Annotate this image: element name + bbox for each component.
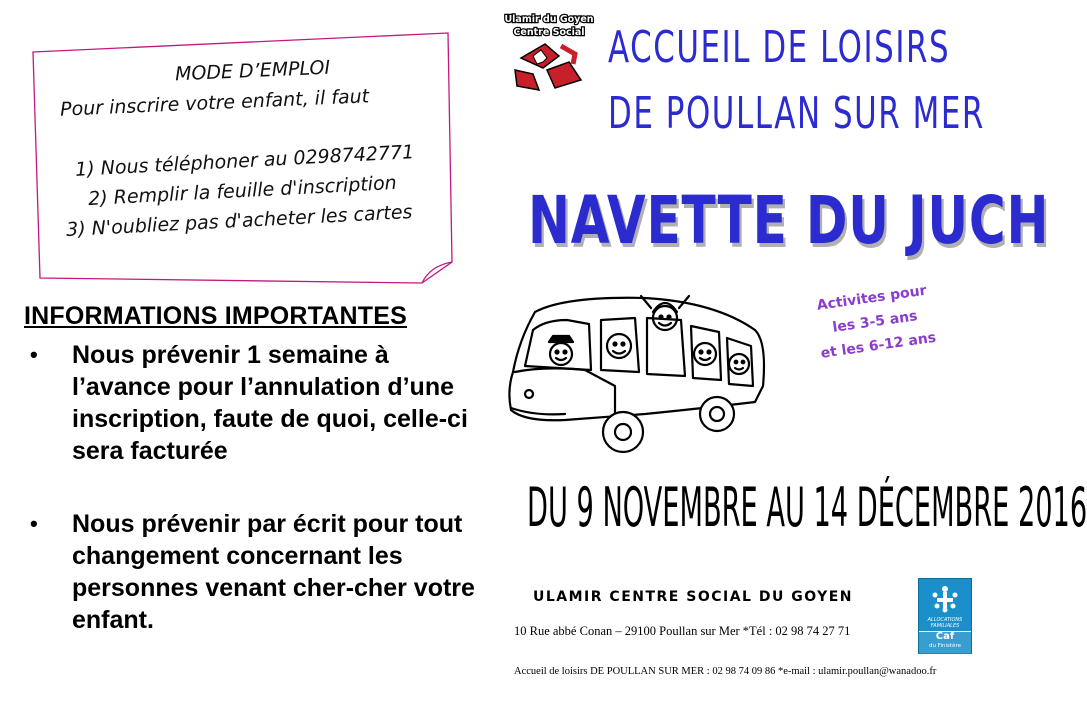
- caf-logo: [918, 578, 972, 654]
- info-bullet-text: Nous prévenir par écrit pour tout changement concernant les personnes venant cher-cher votre enfant.: [72, 510, 475, 634]
- dates-banner: DU 9 NOVEMBRE AU 14 DÉCEMBRE 2016: [527, 476, 1087, 539]
- address-line: 10 Rue abbé Conan – 29100 Poullan sur Mer *Tél : 02 98 74 27 71: [514, 624, 851, 638]
- title-navette-du-juch: NAVETTE DU JUCH: [528, 182, 1050, 259]
- caf-dept: du Finistère: [929, 643, 961, 649]
- contact-line: Accueil de loisirs DE POULLAN SUR MER : 02 98 74 09 86 *e-mail : ulamir.poullan@wanadoo.fr: [514, 666, 937, 677]
- caf-line-1: ALLOCATIONS: [927, 617, 963, 623]
- mode-emploi-note: [30, 30, 455, 285]
- activites-line-2: les 3-5 ans: [831, 308, 919, 336]
- mode-emploi-step-1: 1) Nous téléphoner au 0298742771: [74, 141, 415, 181]
- mode-emploi-title: MODE D’EMPLOI: [174, 56, 331, 86]
- title-poullan-sur-mer: DE POULLAN SUR MER: [608, 88, 985, 139]
- mode-emploi-step-3: 3) N'oubliez pas d'acheter les cartes: [65, 200, 413, 242]
- informations-title: INFORMATIONS IMPORTANTES: [24, 302, 408, 330]
- activites-line-3: et les 6-12 ans: [819, 329, 937, 362]
- mode-emploi-intro: Pour inscrire votre enfant, il faut: [59, 85, 370, 121]
- ulamir-logo: [503, 12, 595, 92]
- recycle-arrows-icon: [503, 12, 595, 92]
- info-bullet-text: Nous prévenir 1 semaine à l’avance pour l’annulation d’une inscription, faute de quoi, celle-ci sera facturée: [72, 341, 468, 465]
- snowflake-family-icon: [919, 579, 971, 617]
- logo-line-1: Ulamir du Goyen: [504, 14, 594, 25]
- caf-line-2: FAMILIALES: [930, 623, 960, 629]
- activites-line-1: Activites pour: [815, 282, 928, 314]
- mode-emploi-step-2: 2) Remplir la feuille d'inscription: [87, 171, 398, 211]
- logo-line-2: Centre Social: [513, 27, 585, 38]
- bullet-dot: •: [30, 342, 38, 367]
- title-accueil-loisirs: ACCUEIL DE LOISIRS: [608, 22, 951, 73]
- caf-name: Caf: [935, 631, 955, 642]
- bullet-dot: •: [30, 511, 38, 536]
- organisation-name: ULAMIR CENTRE SOCIAL DU GOYEN: [533, 589, 854, 605]
- school-bus-illustration: [505, 290, 795, 460]
- caf-af-label: [919, 617, 971, 629]
- activites-ages: [796, 276, 955, 368]
